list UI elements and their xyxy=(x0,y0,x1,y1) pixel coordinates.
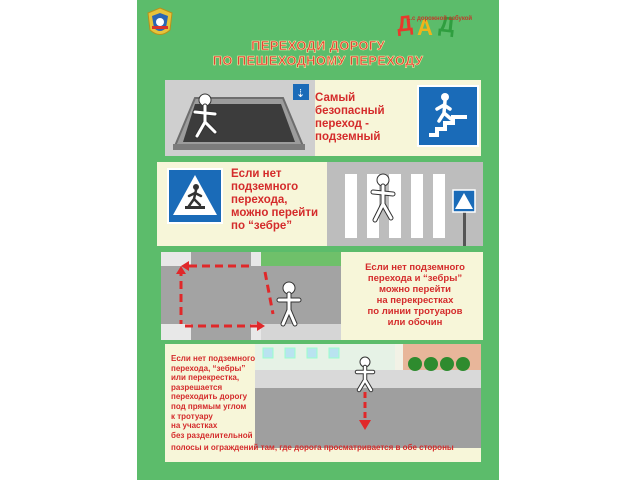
text-line: или перекрестка, xyxy=(171,373,240,383)
title-line-1: ПЕРЕХОДИ ДОРОГУ xyxy=(251,38,385,53)
road-crossing-illustration xyxy=(255,344,481,448)
title-line-2: ПО ПЕШЕХОДНОМУ ПЕРЕХОДУ xyxy=(212,53,424,68)
text-line: разрешается xyxy=(171,382,223,392)
text-line: Если нет подземного xyxy=(365,262,465,273)
traffic-police-emblem-icon xyxy=(145,6,175,40)
text-line: можно перейти xyxy=(231,207,319,219)
page-title xyxy=(137,38,499,68)
poster xyxy=(137,0,499,480)
text-line: Если нет xyxy=(231,168,282,180)
text-line: Если нет подземного xyxy=(171,354,256,363)
text-line: без разделительной xyxy=(171,430,253,440)
underground-crossing-panel xyxy=(165,80,481,156)
text-line: под прямым углом xyxy=(171,401,247,411)
intersection-illustration xyxy=(161,252,341,340)
text-line: по линии тротуаров xyxy=(367,306,463,317)
text-line: перехода, xyxy=(231,194,288,206)
text-line: подземного xyxy=(231,181,299,193)
svg-text:А: А xyxy=(417,15,433,39)
dad-letters-icon xyxy=(395,5,495,39)
svg-text:Д: Д xyxy=(395,10,414,37)
text-line: переход - xyxy=(315,118,369,130)
text-line: можно перейти xyxy=(379,284,451,295)
text-line: к тротуару xyxy=(171,411,213,421)
svg-text:Д: Д xyxy=(437,11,457,38)
underground-text xyxy=(315,92,385,144)
logo-text: ...с дорожной азбукой xyxy=(407,16,473,22)
text-line: по “зебре” xyxy=(231,220,292,232)
text-line: перехода и “зебры” xyxy=(367,273,463,284)
underground-crossing-sign-icon xyxy=(417,85,479,147)
text-line: Самый xyxy=(315,92,356,104)
zebra-text xyxy=(231,168,318,233)
underground-entrance-illustration xyxy=(165,80,315,156)
text-line: перехода, “зебры” xyxy=(171,363,246,373)
text-line: переходить дорогу xyxy=(171,392,248,402)
straight-crossing-last-line: полосы и ограждений там, где дорога просматривается в обе стороны xyxy=(171,443,454,452)
zebra-road-illustration xyxy=(327,162,483,246)
straight-crossing-panel xyxy=(165,344,481,462)
text-line: подземный xyxy=(315,131,381,143)
text-line: безопасный xyxy=(315,105,385,117)
intersection-text xyxy=(357,262,473,328)
text-line: или обочин xyxy=(387,317,443,328)
zebra-crossing-panel xyxy=(157,162,483,246)
svg-text:⇣: ⇣ xyxy=(296,87,306,100)
text-line: на участках xyxy=(171,421,218,431)
straight-crossing-text xyxy=(171,354,255,440)
pedestrian-crossing-sign-icon xyxy=(167,168,223,224)
text-line: на перекрестках xyxy=(376,295,454,306)
intersection-panel xyxy=(161,252,483,340)
dad-logo xyxy=(395,5,495,39)
